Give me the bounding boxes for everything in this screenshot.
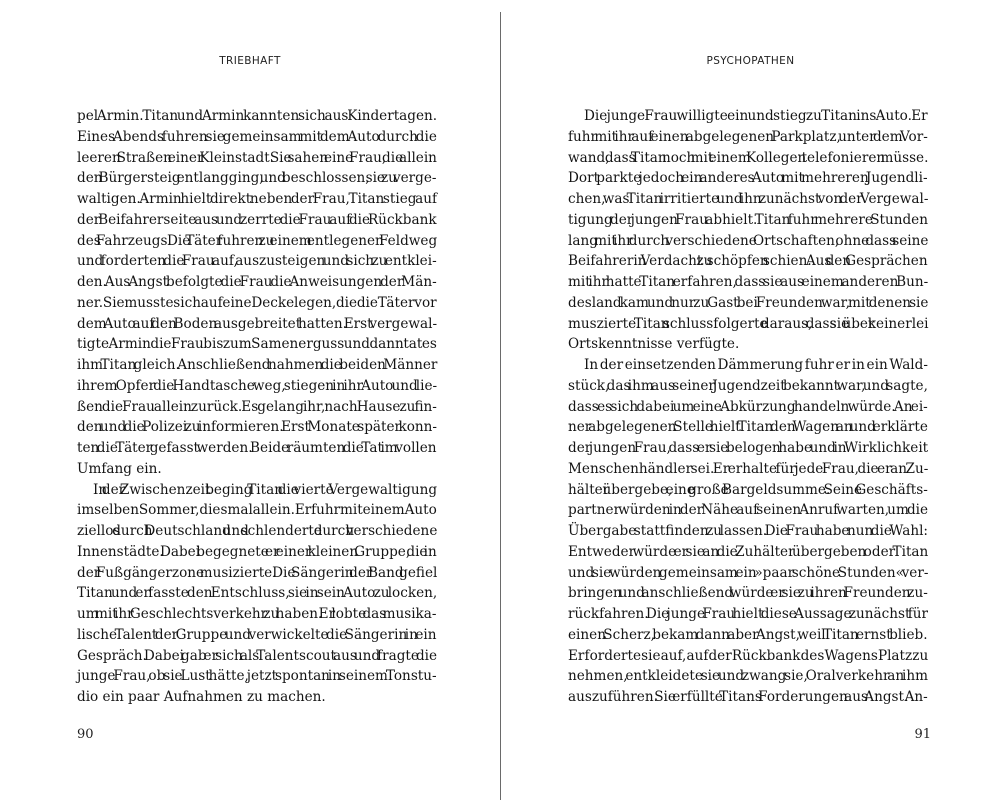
text-line: wand, dass Titan noch mit einem Kollegen telefonieren müsse. (568, 149, 929, 166)
text-line: Menschenhändler sei. Er erhalte für jede Frau, die er an Zu- (568, 460, 929, 477)
text-line: Er forderte sie auf, auf der Rückbank des Wagens Platz zu (568, 647, 929, 664)
text-line: ßen die Frau allein zurück. Es gelang ihr, nach Hause zu fin- (77, 398, 437, 415)
text-line: stück, das ihm aus seiner Jugendzeit bekannt war, und sagte, (568, 377, 928, 394)
text-line: dem Auto auf den Boden ausgebreitet hatten. Erst vergewal- (77, 315, 438, 332)
text-line: den und die Polizei zu informieren. Erst Monate später konn- (77, 419, 438, 436)
text-line: junge Frau, ob sie Lust hätte, jetzt spontan in seinem Tonstu- (77, 668, 437, 685)
text-line: der Beifahrerseite aus und zerrte die Frau auf die Rückbank (77, 211, 437, 228)
text-line: ner abgelegenen Stelle hielt Titan den Wagen an und erklärte (568, 419, 928, 436)
page-number-left: 90 (77, 727, 94, 742)
text-line: ihm Titan gleich. Anschließend nahmen die beiden Männer (77, 357, 438, 373)
text-line: nehmen, entkleidete sie und zwang sie, Oralverkehr an ihm (568, 668, 928, 685)
text-line: Die junge Frau willigte ein und stieg zu Titan ins Auto. Er (584, 108, 928, 124)
text-line: muszierte. Titan schlussfolgerte daraus, dass sie über keinerlei (568, 315, 929, 332)
text-line: desland kam und nur zu Gast bei Freunden war, mit denen sie (568, 294, 929, 311)
text-line: pel Armin. Titan und Armin kannten sich aus Kindertagen. (77, 108, 438, 124)
left-body-text (77, 106, 437, 708)
text-line: tigte Armin die Frau bis zum Samenerguss und dann tat es (77, 336, 437, 353)
text-line: mit ihr hatte Titan erfahren, dass sie aus einem anderen Bun- (568, 274, 929, 290)
text-line: um mit ihr Geschlechtsverkehr zu haben. Er lobte das musika- (77, 606, 437, 622)
text-line: Gespräch. Dabei gab er sich als Talentscout aus und fragte die (77, 647, 438, 664)
text-line: Übergabe stattfinden zu lassen. Die Frau habe nun die Wahl: (568, 523, 929, 539)
text-line: bringen und anschließend würde er sie zu ihren Freunden zu- (568, 585, 928, 602)
text-line: rückfahren. Die junge Frau hielt diese Aussage zunächst für (568, 606, 929, 622)
page-number-right: 91 (914, 727, 931, 742)
text-line: Ortskenntnisse verfügte. (568, 336, 740, 353)
text-line: Innenstädte. Dabei begegnete er einer kleinen Gruppe, die in (77, 543, 437, 560)
text-line: und sie würden gemeinsam ein »paar schöne Stunden« ver- (568, 564, 929, 581)
text-line: lische Talent der Gruppe und verwickelte die Sängerin in ein (77, 626, 437, 643)
text-line: ihrem Opfer die Handtasche weg, stiegen in ihr Auto und lie- (77, 377, 438, 394)
text-line: im selben Sommer, diesmal allein. Er fuhr mit einem Auto (77, 502, 437, 519)
text-line: des Fahrzeugs. Die Täter fuhren zu einem entlegenen Feldweg (77, 232, 438, 249)
running-head-left: TRIEBHAFT (219, 55, 281, 67)
text-line: leeren Straßen einer Kleinstadt. Sie sahen eine Frau, die allein (77, 149, 437, 166)
text-line: dass es sich dabei um eine Abkürzung handeln würde. An ei- (568, 398, 928, 415)
text-line: In der Zwischenzeit beging Titan die vierte Vergewaltigung (93, 481, 438, 498)
running-head-right: PSYCHOPATHEN (706, 55, 795, 67)
text-line: Beifahrerin Verdacht zu schöpfen schien. Aus den Gesprächen (568, 253, 928, 270)
text-line: lang mit ihr durch verschiedene Ortschaften, ohne dass seine (568, 232, 929, 249)
text-line: Eines Abends fuhren sie gemeinsam mit dem Auto durch die (77, 128, 437, 145)
text-line: Titan und er fasste den Entschluss, sie in sein Auto zu locken, (77, 585, 438, 602)
text-line: den Bürgersteig entlangging, und beschlossen, sie zu verge- (77, 170, 437, 187)
text-line: auszuführen. Sie erfüllte Titans Forderungen aus Angst. An- (568, 689, 928, 705)
text-line: und forderten die Frau auf, auszusteigen und sich zu entklei- (77, 253, 437, 270)
text-line: den. Aus Angst befolgte die Frau die Anweisungen der Män- (77, 274, 437, 290)
text-line: dio ein paar Aufnahmen zu machen. (77, 689, 326, 705)
text-line: einen Scherz, bekam dann aber Angst, weil Titan ernst blieb. (568, 626, 928, 643)
text-line: Umfang ein. (77, 460, 162, 477)
text-line: ner. Sie musste sich auf eine Decke legen, die die Täter vor (77, 294, 437, 311)
text-line: Dort parkte jedoch ein anderes Auto mit mehreren Jugendli- (568, 170, 928, 187)
text-line: ten die Täter gefasst werden. Beide räumten die Tat im vollen (77, 440, 437, 456)
right-page (501, 0, 1000, 800)
text-line: hälter übergebe, eine große Bargeldsumme. Seine Geschäfts- (568, 481, 928, 498)
text-line: Entweder würde er sie an die Zuhälter übergeben oder Titan (568, 543, 929, 560)
text-line: fuhr mit ihr auf einen abgelegenen Parkplatz, unter dem Vor- (568, 128, 928, 145)
text-line: chen, was Titan irritierte und ihn zunächst von der Vergewal- (568, 191, 929, 207)
text-line: der jungen Frau, dass er sie belogen habe und in Wirklichkeit (568, 440, 929, 456)
text-line: waltigen. Armin hielt direkt neben der Frau, Titan stieg auf (77, 191, 437, 207)
text-line: tigung der jungen Frau abhielt. Titan fuhr mehrere Stunden (568, 211, 928, 228)
text-line: In der einsetzenden Dämmerung fuhr er in ein Wald- (584, 357, 928, 373)
text-line: ziellos durch Deutschland und schlenderte durch verschiedene (77, 523, 438, 539)
text-line: der Fußgängerzone musizierte. Die Sängerin der Band gefiel (77, 564, 438, 581)
right-body-text (568, 106, 928, 708)
text-line: partner würden in der Nähe auf seinen Anruf warten, um die (568, 502, 929, 519)
